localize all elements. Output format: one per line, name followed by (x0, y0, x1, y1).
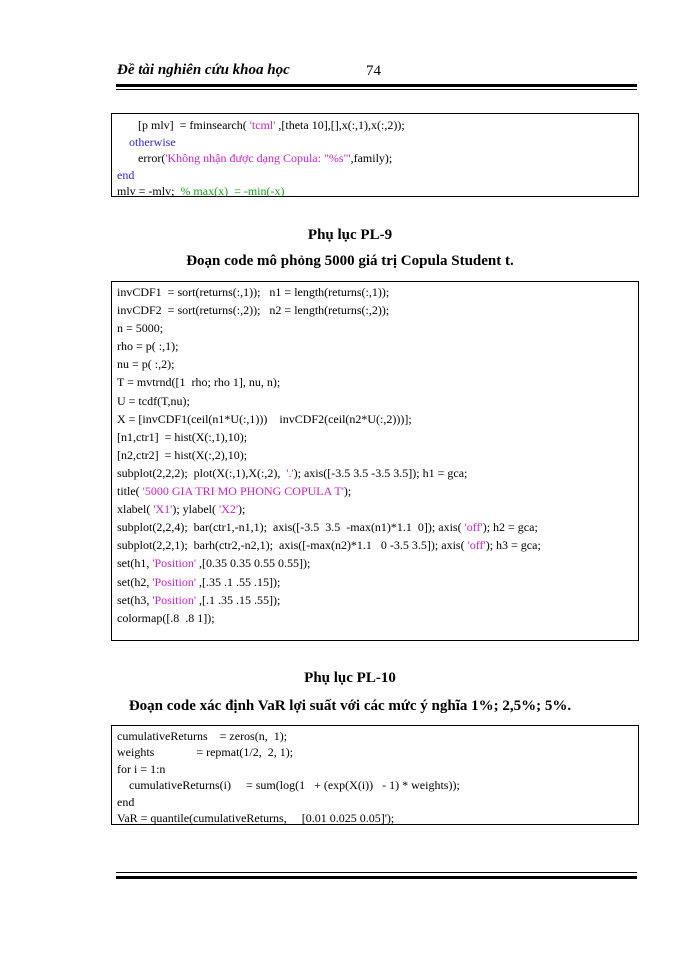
code-line: VaR = quantile(cumulativeReturns, [0.01 0.025 0.05]'); (117, 810, 395, 825)
header-rule-thick (116, 84, 637, 87)
code-line: mlv = -mlv; % max(x) = -min(-x) (117, 184, 285, 199)
code-line: subplot(2,2,4); bar(ctr1,-n1,1); axis([-3.5 3.5 -max(n1)*1.1 0]); axis( 'off'); h2 = gca; (117, 520, 538, 535)
code-line: subplot(2,2,2); plot(X(:,1),X(:,2), '.'); axis([-3.5 3.5 -3.5 3.5]); h1 = gca; (117, 465, 468, 480)
code-line: T = mvtrnd([1 rho; rho 1], nu, n); (117, 375, 281, 390)
code-block-var (111, 725, 639, 825)
footer-rule-thin (116, 872, 637, 873)
header-rule-thin (116, 89, 637, 90)
appendix-9-title: Phụ lục PL-9 (307, 227, 393, 243)
code-line: [p mlv] = fminsearch( 'tcml' ,[theta 10],[],x(:,1),x(:,2)); (138, 118, 405, 132)
code-line: cumulativeReturns(i) = sum(log(1 + (exp(X(i)) - 1) * weights)); (117, 778, 460, 793)
code-block-fminsearch (111, 113, 639, 197)
code-line: for i = 1:n (117, 761, 166, 776)
document-header-title: Đề tài nghiên cứu khoa học (117, 62, 290, 78)
code-line: invCDF1 = sort(returns(:,1)); n1 = length(returns(:,1)); (117, 285, 390, 299)
code-line: X = [invCDF1(ceil(n1*U(:,1))) invCDF2(ceil(n2*U(:,2)))]; (117, 411, 412, 426)
code-line: nu = p( :,2); (117, 357, 175, 372)
code-line: U = tcdf(T,nu); (117, 393, 190, 408)
code-line: cumulativeReturns = zeros(n, 1); (117, 729, 288, 743)
code-line: set(h3, 'Position' ,[.1 .35 .15 .55]); (117, 592, 281, 607)
appendix-9-subtitle: Đoạn code mô phỏng 5000 giá trị Copula Student t. (186, 253, 514, 269)
code-line: colormap([.8 .8 1]); (117, 610, 215, 625)
appendix-10-subtitle: Đoạn code xác định VaR lợi suất với các mức ý nghĩa 1%; 2,5%; 5%. (128, 698, 572, 714)
code-line: subplot(2,2,1); barh(ctr2,-n2,1); axis([-max(n2)*1.1 0 -3.5 3.5]); axis( 'off'); h3 = gca; (117, 538, 541, 553)
code-line: [n1,ctr1] = hist(X(:,1),10); (117, 429, 248, 444)
code-line: otherwise (129, 134, 176, 149)
code-line: set(h1, 'Position' ,[0.35 0.35 0.55 0.55]); (117, 556, 311, 571)
appendix-10-title: Phụ lục PL-10 (304, 670, 396, 686)
code-line: [n2,ctr2] = hist(X(:,2),10); (117, 447, 248, 462)
code-line: error('Không nhận được dạng Copula: "%s"',family); (138, 151, 393, 166)
code-line: invCDF2 = sort(returns(:,2)); n2 = length(returns(:,2)); (117, 303, 390, 318)
code-line: end (117, 167, 135, 182)
code-line: rho = p( :,1); (117, 339, 179, 354)
code-line: set(h2, 'Position' ,[.35 .1 .55 .15]); (117, 574, 281, 589)
code-line: xlabel( 'X1'); ylabel( 'X2'); (117, 502, 246, 517)
footer-rule-thick (116, 876, 637, 879)
code-line: weights = repmat(1/2, 2, 1); (117, 745, 294, 760)
code-line: end (117, 794, 135, 809)
code-line: title( '5000 GIA TRI MO PHONG COPULA T'); (117, 484, 352, 499)
page-number: 74 (366, 63, 381, 79)
code-block-copula-simulation (111, 281, 639, 641)
code-line: n = 5000; (117, 321, 164, 336)
